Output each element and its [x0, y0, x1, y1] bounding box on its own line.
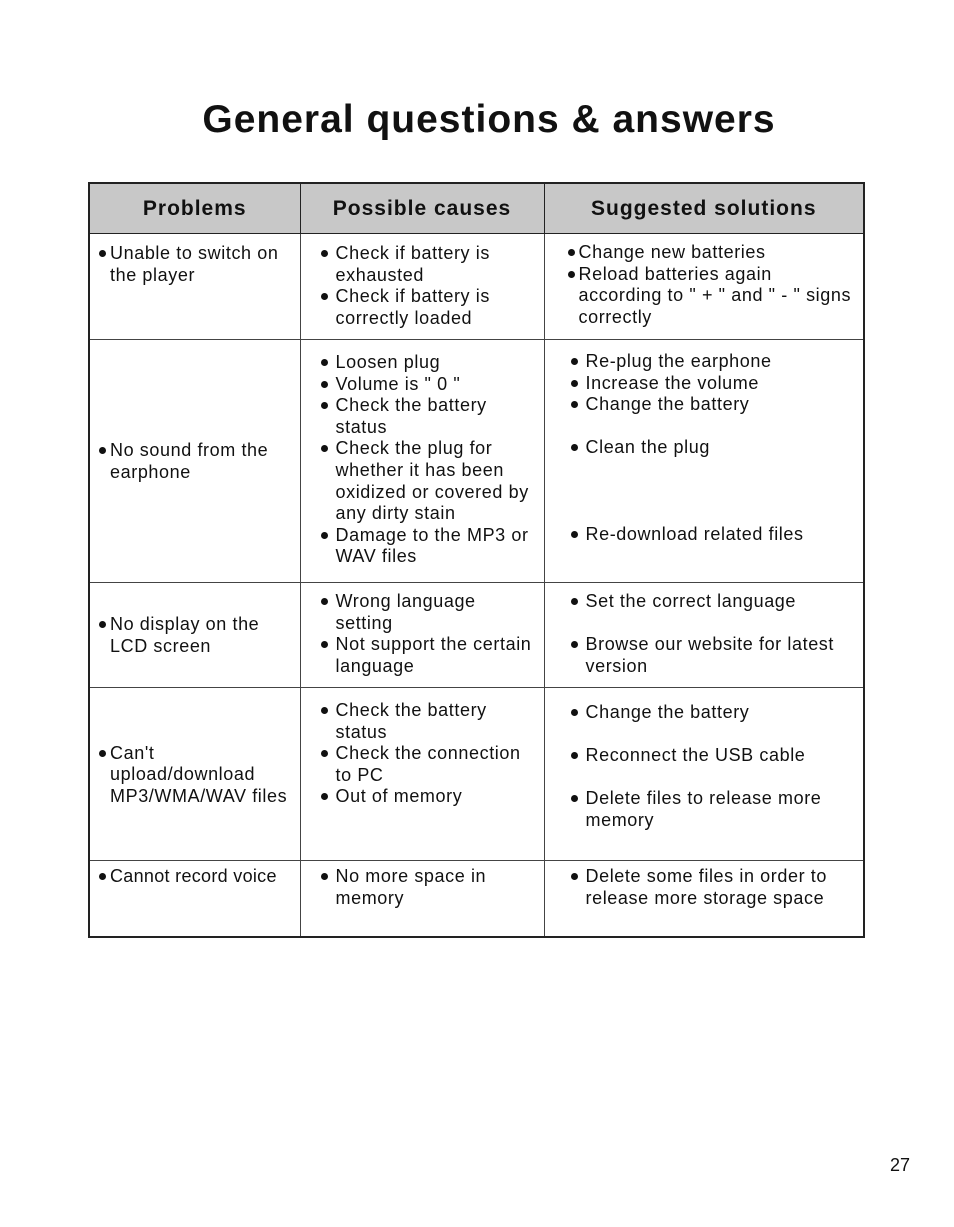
list-item: Check the battery status — [319, 395, 538, 438]
cause-cell — [300, 688, 544, 861]
list-item: Unable to switch on the player — [98, 243, 294, 286]
cause-list — [319, 700, 538, 808]
solution-list — [569, 591, 858, 677]
table-header-row — [89, 183, 864, 234]
problem-cell — [89, 583, 300, 688]
qa-table — [88, 182, 865, 938]
header-causes: Possible causes — [300, 183, 544, 234]
problem-cell — [89, 688, 300, 861]
list-item: Check the connection to PC — [319, 743, 538, 786]
problem-list — [98, 243, 294, 286]
solution-cell — [544, 583, 864, 688]
cause-cell — [300, 234, 544, 340]
list-item: No more space in memory — [319, 866, 538, 909]
list-item: Check the plug for whether it has been oxidized or covered by any dirty stain — [319, 438, 538, 524]
solution-cell — [544, 340, 864, 583]
table-row — [89, 583, 864, 688]
solution-cell — [544, 861, 864, 937]
cause-list — [319, 866, 538, 909]
table-row — [89, 340, 864, 583]
list-item: Not support the certain language — [319, 634, 538, 677]
list-item: Check if battery is correctly loaded — [319, 286, 538, 329]
problem-list — [98, 440, 294, 483]
solution-cell — [544, 688, 864, 861]
list-item: Change the battery — [569, 702, 858, 724]
list-item: Damage to the MP3 or WAV files — [319, 525, 538, 568]
problem-list — [98, 614, 294, 657]
solution-list — [569, 702, 858, 832]
list-item: Change new batteries — [567, 242, 858, 264]
list-item: Re-plug the earphone — [569, 351, 858, 373]
list-item: Reconnect the USB cable — [569, 745, 858, 767]
list-item: Cannot record voice — [98, 866, 300, 888]
list-item: No display on the LCD screen — [98, 614, 294, 657]
problem-list — [98, 866, 300, 888]
list-item: Delete some files in order to release more storage space — [569, 866, 858, 909]
list-item: Re-download related files — [569, 524, 858, 546]
solution-list — [567, 242, 858, 328]
cause-cell — [300, 861, 544, 937]
list-item: Delete files to release more memory — [569, 788, 858, 831]
list-item: No sound from the earphone — [98, 440, 294, 483]
problem-list — [98, 743, 294, 808]
list-item: Wrong language setting — [319, 591, 538, 634]
list-item: Can't upload/download MP3/WMA/WAV files — [98, 743, 294, 808]
header-problems: Problems — [89, 183, 300, 234]
cause-list — [319, 243, 538, 329]
table-row — [89, 861, 864, 937]
problem-cell — [89, 340, 300, 583]
cause-cell — [300, 340, 544, 583]
cause-cell — [300, 583, 544, 688]
problem-cell — [89, 234, 300, 340]
list-item: Browse our website for latest version — [569, 634, 858, 677]
problem-cell — [89, 861, 300, 937]
list-item: Check if battery is exhausted — [319, 243, 538, 286]
solution-list — [569, 351, 858, 545]
list-item: Reload batteries again according to " + " and " - " signs correctly — [567, 264, 858, 329]
solution-list — [569, 866, 858, 909]
list-item: Loosen plug — [319, 352, 538, 374]
list-item: Out of memory — [319, 786, 538, 808]
table-row — [89, 688, 864, 861]
table-row — [89, 234, 864, 340]
list-item: Change the battery — [569, 394, 858, 416]
cause-list — [319, 352, 538, 568]
page-title: General questions & answers — [202, 98, 776, 141]
page-number: 27 — [889, 1155, 910, 1175]
list-item: Check the battery status — [319, 700, 538, 743]
list-item: Increase the volume — [569, 373, 858, 395]
header-solutions: Suggested solutions — [544, 183, 864, 234]
list-item: Volume is " 0 " — [319, 374, 538, 396]
list-item: Set the correct language — [569, 591, 858, 613]
cause-list — [319, 591, 538, 677]
solution-cell — [544, 234, 864, 340]
list-item: Clean the plug — [569, 437, 858, 459]
